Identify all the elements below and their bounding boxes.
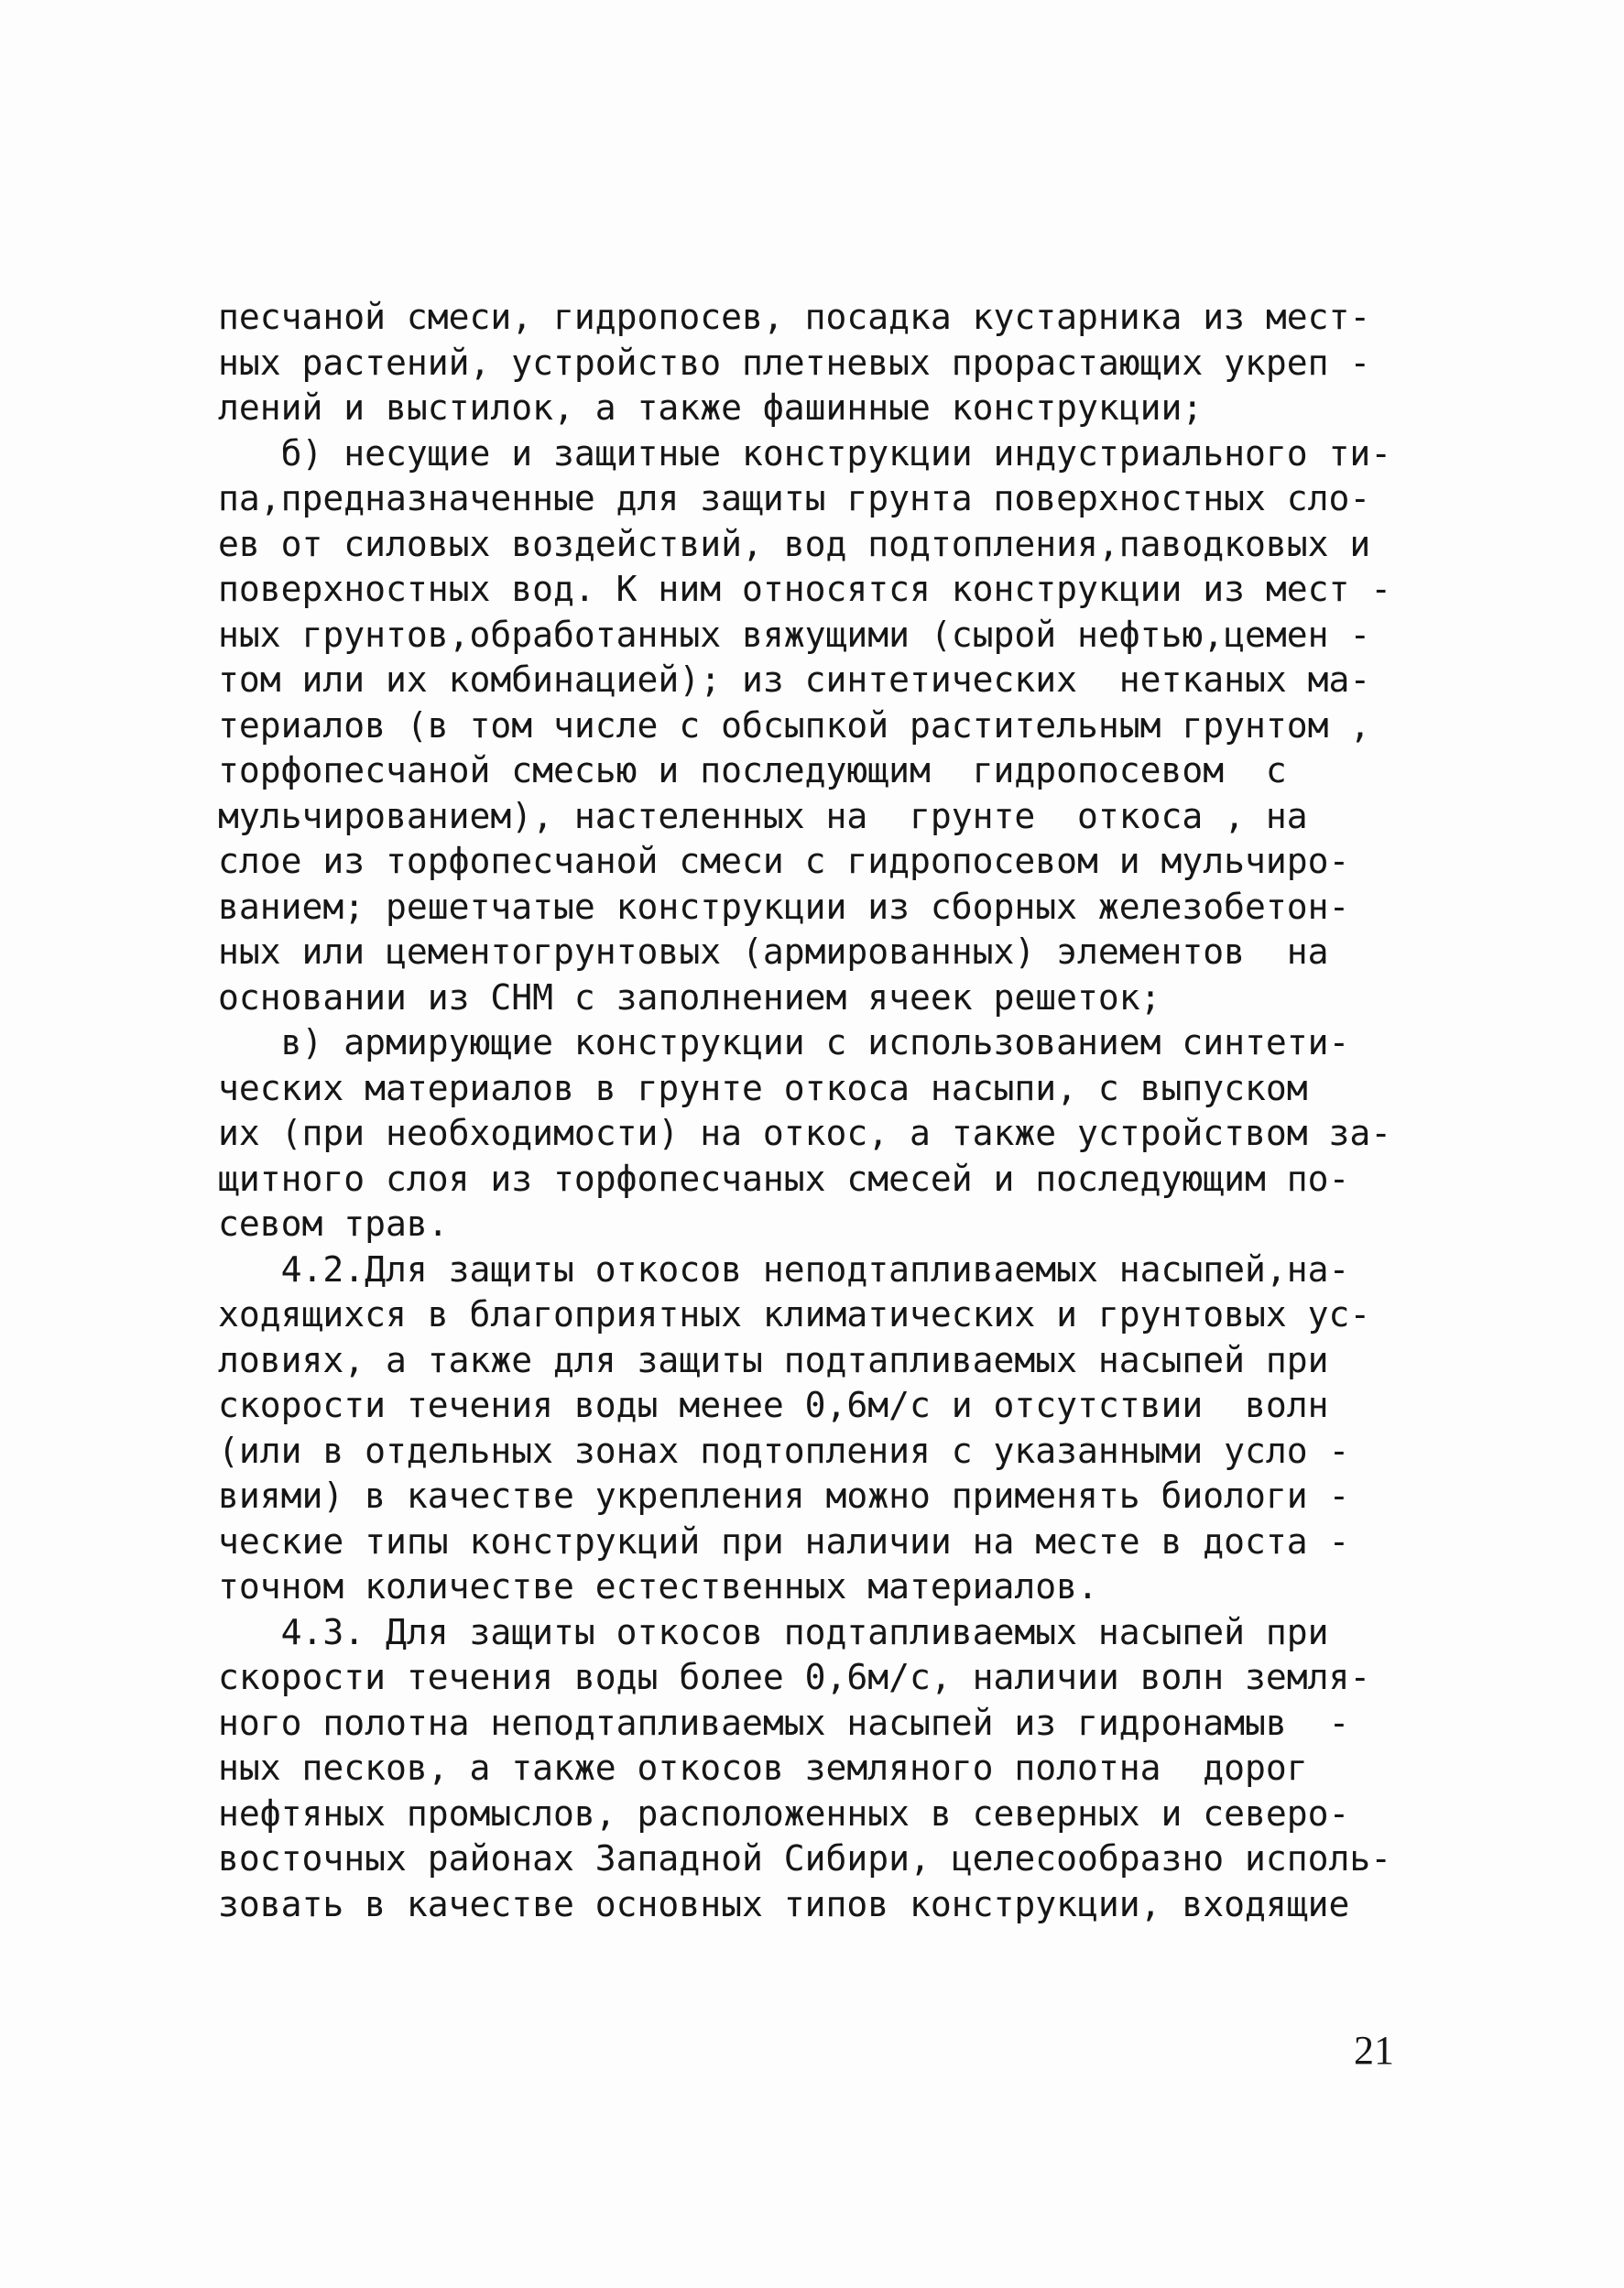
page-number: 21 [1354, 2028, 1394, 2073]
text-line: виями) в качестве укрепления можно применять биологи - [218, 1476, 1350, 1516]
text-line: ных растений, устройство плетневых прорастающих укреп - [218, 342, 1371, 383]
text-line: нефтяных промыслов, расположенных в северных и северо- [218, 1792, 1350, 1834]
text-line: ных грунтов,обработанных вяжущими (сырой нефтью,цемен - [218, 614, 1371, 655]
text-line: скорости течения воды более 0,6м/с, наличии волн земля- [218, 1657, 1371, 1697]
text-line: точном количестве естественных материалов. [218, 1566, 1098, 1607]
text-line: ных песков, а также откосов земляного полотна дорог [218, 1748, 1308, 1788]
body-text [218, 295, 1409, 1927]
text-line: 4.3. Для защиты откосов подтапливаемых насыпей при [218, 1611, 1329, 1652]
text-line: торфопесчаной смесью и последующим гидропосевом с [218, 750, 1287, 790]
text-line: ных или цементогрунтовых (армированных) элементов на [218, 932, 1329, 972]
text-line: ванием; решетчатые конструкции из сборных железобетон- [218, 886, 1350, 927]
text-line: том или их комбинацией); из синтетических нетканых ма- [218, 659, 1371, 700]
text-line: ного полотна неподтапливаемых насыпей из гидронамыв - [218, 1702, 1350, 1743]
text-line: мульчированием), настеленных на грунте откоса , на [218, 795, 1308, 836]
text-line: их (при необходимости) на откос, а также устройством за- [218, 1113, 1392, 1153]
text-line: ев от силовых воздействий, вод подтопления,паводковых и [218, 523, 1371, 564]
text-line: восточных районах Западной Сибири, целесообразно исполь- [218, 1838, 1392, 1879]
text-line: ходящихся в благоприятных климатических и грунтовых ус- [218, 1294, 1371, 1335]
text-line: севом трав. [218, 1204, 449, 1244]
text-line: ческих материалов в грунте откоса насыпи, с выпуском [218, 1067, 1308, 1108]
text-line: па,предназначенные для защиты грунта поверхностных сло- [218, 478, 1371, 518]
text-line: териалов (в том числе с обсыпкой растительным грунтом , [218, 704, 1371, 746]
text-line: в) армирующие конструкции с использованием синтети- [218, 1022, 1350, 1062]
text-line: слое из торфопесчаной смеси с гидропосевом и мульчиро- [218, 841, 1350, 881]
text-line: ловиях, а также для защиты подтапливаемых насыпей при [218, 1339, 1329, 1380]
text-line: б) несущие и защитные конструкции индустриального ти- [218, 432, 1392, 474]
text-line: поверхностных вод. К ним относятся конструкции из мест - [218, 569, 1392, 609]
text-line: 4.2.Для защиты откосов неподтапливаемых насыпей,на- [218, 1248, 1350, 1290]
text-line: ческие типы конструкций при наличии на месте в доста - [218, 1520, 1350, 1562]
text-line: лений и выстилок, а также фашинные конструкции; [218, 387, 1204, 428]
text-line: песчаной смеси, гидропосев, посадка кустарника из мест- [218, 297, 1371, 337]
text-line: зовать в качестве основных типов конструкции, входящие [218, 1883, 1350, 1924]
text-line: щитного слоя из торфопесчаных смесей и последующим по- [218, 1158, 1350, 1199]
text-line: (или в отдельных зонах подтопления с указанными усло - [218, 1430, 1350, 1471]
text-line: скорости течения воды менее 0,6м/с и отсутствии волн [218, 1385, 1329, 1425]
text-line: основании из СНМ с заполнением ячеек решеток; [218, 976, 1161, 1018]
